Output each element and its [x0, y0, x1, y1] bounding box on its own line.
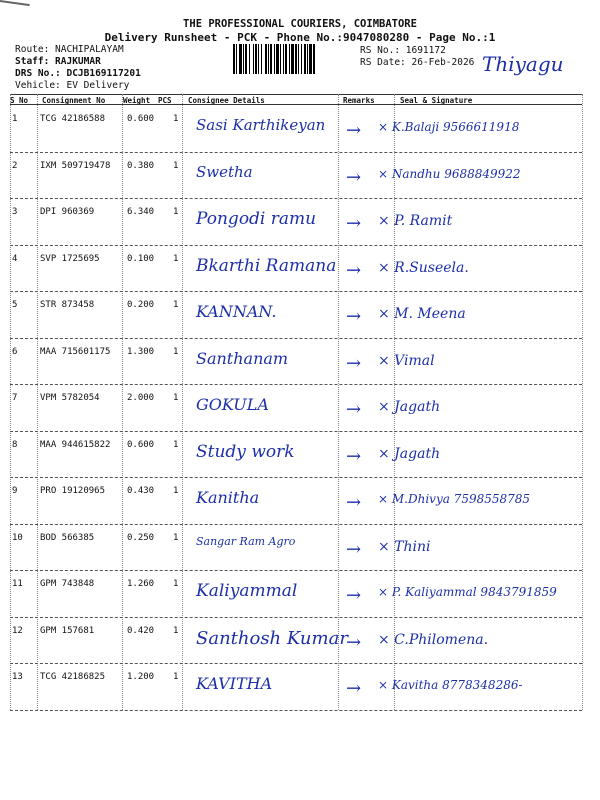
row-seal-signature: × C.Philomena.: [378, 631, 489, 648]
row-consignment-no: VPM 5782054: [40, 393, 100, 403]
row-consignee-handwriting: Santhanam: [196, 348, 289, 368]
row-seal-signature: × Jagath: [378, 399, 441, 415]
row-consignment-no: TCG 42186825: [40, 672, 106, 682]
row-seal-signature: × P. Ramit: [378, 213, 453, 229]
barcode-bar: [309, 44, 312, 74]
row-consignment-no: GPM 157681: [40, 625, 95, 636]
barcode-bar: [291, 44, 294, 74]
barcode-bar: [258, 44, 259, 74]
barcode-bar: [307, 44, 308, 74]
row-sno: 1: [12, 114, 18, 124]
row-consignee-handwriting: GOKULA: [196, 395, 269, 414]
row-consignment-no: PRO 19120965: [40, 486, 106, 496]
row-pcs: 1: [173, 393, 179, 403]
barcode-bar: [265, 44, 267, 74]
route: Route: NACHIPALAYAM: [15, 44, 124, 55]
barcode-bar: [304, 44, 306, 74]
row-seal-signature: × Kavitha 8778348286-: [378, 678, 523, 692]
row-weight: 0.600: [127, 114, 155, 124]
barcode-bar: [270, 44, 272, 74]
row-consignee-handwriting: Kaliyammal: [196, 581, 298, 601]
row-seal-signature: × R.Suseela.: [378, 259, 469, 276]
row-sno: 11: [12, 579, 23, 589]
barcode-bar: [285, 44, 287, 74]
row-weight: 0.420: [127, 625, 155, 636]
col-consignment: Consignment No: [42, 96, 106, 105]
barcode-bar: [239, 44, 242, 74]
row-weight: 2.000: [127, 393, 155, 403]
barcode-bar: [301, 44, 302, 74]
row-weight: 1.300: [127, 346, 155, 357]
row-pcs: 1: [173, 207, 179, 217]
row-pcs: 1: [173, 253, 179, 264]
row-sno: 6: [12, 346, 18, 357]
rs-number: RS No.: 1691172: [360, 45, 446, 56]
company-title: THE PROFESSIONAL COURIERS, COIMBATORE: [183, 18, 417, 30]
table-row: [0, 385, 600, 431]
row-sno: 4: [12, 253, 18, 264]
row-remark-arrow: →: [346, 306, 362, 327]
row-consignee-handwriting: Swetha: [196, 162, 253, 181]
row-consignment-no: MAA 715601175: [40, 346, 111, 357]
row-pcs: 1: [173, 300, 179, 310]
row-consignee-handwriting: Sangar Ram Agro: [196, 534, 296, 548]
rs-date: RS Date: 26-Feb-2026: [360, 57, 475, 68]
row-pcs: 1: [173, 579, 179, 589]
scan-mark: [0, 0, 30, 6]
table-row: [0, 571, 600, 617]
row-consignee-handwriting: KAVITHA: [196, 674, 273, 693]
row-seal-signature: × P. Kaliyammal 9843791859: [378, 585, 557, 599]
row-pcs: 1: [173, 114, 179, 124]
row-seal-signature: × Nandhu 9688849922: [378, 166, 521, 181]
row-consignment-no: MAA 944615822: [40, 439, 111, 450]
row-sno: 7: [12, 393, 18, 403]
row-weight: 1.260: [127, 579, 155, 589]
row-seal-signature: × Jagath: [378, 445, 441, 462]
row-remark-arrow: →: [346, 631, 362, 653]
barcode-bar: [233, 44, 235, 74]
row-sno: 5: [12, 300, 18, 310]
row-consignment-no: TCG 42186588: [40, 114, 106, 124]
row-pcs: 1: [173, 486, 179, 496]
table-row: [0, 432, 600, 478]
row-seal-signature: × Thini: [378, 538, 431, 555]
row-remark-arrow: →: [346, 445, 362, 467]
barcode-bar: [276, 44, 279, 74]
drs-number: DRS No.: DCJB169117201: [15, 68, 141, 79]
row-separator: [10, 710, 582, 711]
header-signature: Thiyagu: [482, 52, 564, 76]
row-remark-arrow: →: [346, 352, 362, 374]
barcode-bar: [261, 44, 262, 74]
barcode-bar: [249, 44, 250, 74]
table-row: [0, 664, 600, 710]
barcode-bar: [313, 44, 315, 74]
row-consignment-no: SVP 1725695: [40, 253, 100, 264]
row-sno: 8: [12, 439, 18, 450]
barcode-bar: [236, 44, 237, 74]
col-remarks: Remarks: [343, 96, 375, 105]
header-bottom-rule: [10, 104, 582, 105]
col-consignee-details: Consignee Details: [188, 96, 265, 105]
row-weight: 0.380: [127, 160, 155, 171]
row-sno: 3: [12, 207, 18, 217]
row-sno: 2: [12, 160, 18, 171]
row-remark-arrow: →: [346, 120, 362, 141]
row-remark-arrow: →: [346, 166, 362, 188]
row-sno: 10: [12, 532, 23, 543]
row-remark-arrow: →: [346, 538, 362, 560]
staff: Staff: RAJKUMAR: [15, 56, 101, 67]
row-weight: 0.200: [127, 300, 155, 310]
row-consignee-handwriting: Pongodi ramu: [196, 209, 317, 229]
row-consignee-handwriting: Sasi Karthikeyan: [196, 116, 326, 134]
barcode-bar: [255, 44, 257, 74]
row-consignee-handwriting: Bkarthi Ramana: [196, 255, 337, 276]
row-pcs: 1: [173, 625, 179, 636]
barcode-bar: [253, 44, 254, 74]
row-consignment-no: IXM 509719478: [40, 160, 111, 171]
row-remark-arrow: →: [346, 259, 362, 281]
row-remark-arrow: →: [346, 585, 362, 606]
row-seal-signature: × K.Balaji 9566611918: [378, 120, 520, 134]
row-weight: 1.200: [127, 672, 155, 682]
row-seal-signature: × M. Meena: [378, 306, 466, 322]
table-row: [0, 153, 600, 199]
row-pcs: 1: [173, 532, 179, 543]
barcode-bar: [274, 44, 275, 74]
row-weight: 0.600: [127, 439, 155, 450]
row-consignee-handwriting: Study work: [196, 441, 295, 462]
table-row: [0, 525, 600, 571]
col-sno: S No: [10, 96, 29, 105]
row-weight: 0.250: [127, 532, 155, 543]
row-sno: 12: [12, 625, 23, 636]
vehicle: Vehicle: EV Delivery: [15, 80, 130, 91]
row-consignment-no: GPM 743848: [40, 579, 95, 589]
barcode-bar: [283, 44, 284, 74]
barcode-bar: [245, 44, 247, 74]
barcode-bar: [280, 44, 281, 74]
row-consignee-handwriting: KANNAN.: [196, 302, 277, 321]
table-row: [0, 292, 600, 338]
row-consignee-handwriting: Kanitha: [196, 488, 260, 507]
barcode-bar: [268, 44, 269, 74]
barcode-bar: [289, 44, 290, 74]
row-pcs: 1: [173, 346, 179, 357]
row-consignment-no: BOD 566385: [40, 532, 95, 543]
row-weight: 6.340: [127, 207, 155, 217]
table-row: [0, 246, 600, 292]
col-weight: Weight: [123, 96, 151, 105]
row-seal-signature: × M.Dhivya 7598558785: [378, 492, 531, 506]
row-consignee-handwriting: Santhosh Kumar: [196, 627, 348, 649]
header-top-rule: [10, 94, 582, 95]
runsheet-subtitle: Delivery Runsheet - PCK - Phone No.:9047080280 - Page No.:1: [104, 31, 496, 44]
row-seal-signature: × Vimal: [378, 352, 435, 369]
row-remark-arrow: →: [346, 678, 362, 699]
table-row: [0, 339, 600, 385]
row-consignment-no: DPI 960369: [40, 207, 95, 217]
col-seal-signature: Seal & Signature: [400, 96, 473, 105]
row-weight: 0.100: [127, 253, 155, 264]
row-remark-arrow: →: [346, 492, 362, 513]
barcode-bar: [243, 44, 244, 74]
row-pcs: 1: [173, 672, 179, 682]
row-sno: 13: [12, 672, 23, 682]
row-weight: 0.430: [127, 486, 155, 496]
row-pcs: 1: [173, 160, 179, 171]
table-row: [0, 618, 600, 664]
barcode: [232, 44, 356, 74]
col-pcs: PCS: [158, 96, 172, 105]
table-row: [0, 199, 600, 245]
barcode-bar: [298, 44, 299, 74]
row-remark-arrow: →: [346, 399, 362, 420]
barcode-bar: [295, 44, 297, 74]
table-row: [0, 478, 600, 524]
row-pcs: 1: [173, 439, 179, 450]
row-consignment-no: STR 873458: [40, 300, 95, 310]
row-sno: 9: [12, 486, 18, 496]
row-remark-arrow: →: [346, 213, 362, 234]
table-row: [0, 106, 600, 152]
